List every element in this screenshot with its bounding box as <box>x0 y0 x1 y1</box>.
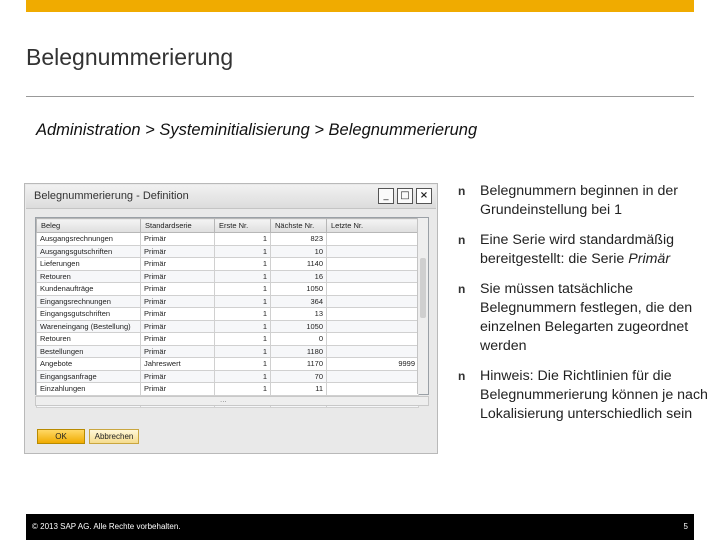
cell-next[interactable]: 823 <box>271 233 327 246</box>
cell-doc[interactable]: Retouren <box>37 270 141 283</box>
numbering-table <box>36 218 419 408</box>
cell-next[interactable]: 1140 <box>271 258 327 271</box>
bullet-3-text: Sie müssen tatsächliche Belegnummern festlegen, die den einzelnen Belegarten zugeordnet werden <box>480 281 693 354</box>
bullet-2-italic: Primär <box>628 251 671 267</box>
column-header-next[interactable]: Nächste Nr. <box>271 219 327 233</box>
cell-next[interactable]: 1170 <box>271 358 327 371</box>
cell-next[interactable]: 1050 <box>271 283 327 296</box>
cell-doc[interactable]: Retouren <box>37 333 141 346</box>
cell-doc[interactable]: Lieferungen <box>37 258 141 271</box>
column-header-first[interactable]: Erste Nr. <box>215 219 271 233</box>
copyright-text: © 2013 SAP AG. Alle Rechte vorbehalten. <box>32 522 181 531</box>
cell-series[interactable]: Primär <box>141 320 215 333</box>
cell-series[interactable]: Primär <box>141 308 215 321</box>
title-divider <box>26 96 694 97</box>
window-title: Belegnummerierung - Definition <box>34 190 189 202</box>
table-row[interactable] <box>37 295 419 308</box>
cell-series[interactable]: Primär <box>141 370 215 383</box>
table-row[interactable] <box>37 258 419 271</box>
cell-first[interactable]: 1 <box>215 245 271 258</box>
cell-series[interactable]: Primär <box>141 383 215 396</box>
cell-last[interactable] <box>327 283 419 296</box>
cell-last[interactable] <box>327 233 419 246</box>
cell-doc[interactable]: Angebote <box>37 358 141 371</box>
cell-next[interactable]: 0 <box>271 333 327 346</box>
close-icon[interactable]: × <box>416 188 432 204</box>
cancel-button[interactable]: Abbrechen <box>89 429 139 444</box>
cell-doc[interactable]: Ausgangsrechnungen <box>37 233 141 246</box>
cell-next[interactable]: 364 <box>271 295 327 308</box>
cell-first[interactable]: 1 <box>215 383 271 396</box>
bullet-1 <box>458 182 708 220</box>
cell-series[interactable]: Primär <box>141 333 215 346</box>
cell-last[interactable] <box>327 258 419 271</box>
cell-doc[interactable]: Ausgangsgutschriften <box>37 245 141 258</box>
table-row[interactable] <box>37 383 419 396</box>
cell-last[interactable] <box>327 370 419 383</box>
vertical-scrollbar[interactable] <box>417 218 428 394</box>
cell-series[interactable]: Primär <box>141 258 215 271</box>
cell-series[interactable]: Primär <box>141 283 215 296</box>
window-controls <box>378 188 432 204</box>
bullet-1-text: Belegnummern beginnen in der Grundeinstellung bei 1 <box>480 183 678 218</box>
table-row[interactable] <box>37 320 419 333</box>
cell-next[interactable]: 1050 <box>271 320 327 333</box>
bullet-marker: n <box>458 282 466 296</box>
cell-first[interactable]: 1 <box>215 358 271 371</box>
bullet-marker: n <box>458 369 466 383</box>
cell-last[interactable] <box>327 295 419 308</box>
bullet-2 <box>458 231 708 269</box>
page-number: 5 <box>683 522 688 531</box>
cell-series[interactable]: Primär <box>141 295 215 308</box>
cell-last[interactable]: 9999 <box>327 358 419 371</box>
minimize-icon[interactable]: _ <box>378 188 394 204</box>
bullet-list <box>458 182 708 435</box>
cell-last[interactable] <box>327 245 419 258</box>
cell-last[interactable] <box>327 308 419 321</box>
scroll-thumb[interactable] <box>420 258 426 318</box>
table-row[interactable] <box>37 358 419 371</box>
cell-first[interactable]: 1 <box>215 233 271 246</box>
bullet-4 <box>458 367 708 424</box>
bullet-marker: n <box>458 233 466 247</box>
cell-doc[interactable]: Einzahlungen <box>37 383 141 396</box>
cell-first[interactable]: 1 <box>215 333 271 346</box>
cell-doc[interactable]: Wareneingang (Bestellung) <box>37 320 141 333</box>
cell-last[interactable] <box>327 320 419 333</box>
cell-next[interactable]: 13 <box>271 308 327 321</box>
cell-series[interactable]: Jahreswert <box>141 358 215 371</box>
cell-first[interactable]: 1 <box>215 320 271 333</box>
bullet-3 <box>458 280 708 356</box>
column-header-doc[interactable]: Beleg <box>37 219 141 233</box>
bullet-marker: n <box>458 184 466 198</box>
table-row[interactable] <box>37 345 419 358</box>
cell-doc[interactable]: Eingangsrechnungen <box>37 295 141 308</box>
table-body <box>37 233 419 408</box>
table-row[interactable] <box>37 245 419 258</box>
cell-first[interactable]: 1 <box>215 283 271 296</box>
cell-first[interactable]: 1 <box>215 295 271 308</box>
column-header-last[interactable]: Letzte Nr. <box>327 219 419 233</box>
cell-doc[interactable]: Kundenaufträge <box>37 283 141 296</box>
cell-last[interactable] <box>327 270 419 283</box>
table-row[interactable] <box>37 283 419 296</box>
cell-next[interactable]: 10 <box>271 245 327 258</box>
cell-series[interactable]: Primär <box>141 245 215 258</box>
maximize-icon[interactable]: □ <box>397 188 413 204</box>
breadcrumb: Administration > Systeminitialisierung > Belegnummerierung <box>36 121 478 139</box>
bullet-4-text: Hinweis: Die Richtlinien für die Belegnummerierung können je nach Lokalisierung unterschiedlich sein <box>480 368 708 422</box>
table-row[interactable] <box>37 233 419 246</box>
cell-first[interactable]: 1 <box>215 270 271 283</box>
table-row[interactable] <box>37 308 419 321</box>
table-header-row <box>37 219 419 233</box>
cell-series[interactable]: Primär <box>141 345 215 358</box>
cell-first[interactable]: 1 <box>215 370 271 383</box>
cell-series[interactable]: Primär <box>141 233 215 246</box>
footer-bar <box>26 514 694 540</box>
cell-first[interactable]: 1 <box>215 308 271 321</box>
numbering-window <box>24 183 438 454</box>
table-row[interactable] <box>37 370 419 383</box>
scroll-grip: ... <box>220 395 227 404</box>
cell-first[interactable]: 1 <box>215 258 271 271</box>
cell-doc[interactable]: Eingangsgutschriften <box>37 308 141 321</box>
top-accent-bar <box>26 0 694 12</box>
cell-series[interactable]: Primär <box>141 270 215 283</box>
bullet-2-text: Eine Serie wird standardmäßig bereitgestellt: die Serie <box>480 232 674 267</box>
cell-last[interactable] <box>327 345 419 358</box>
table-row[interactable] <box>37 333 419 346</box>
cell-doc[interactable]: Bestellungen <box>37 345 141 358</box>
cell-next[interactable]: 16 <box>271 270 327 283</box>
cell-next[interactable]: 11 <box>271 383 327 396</box>
slide-title: Belegnummerierung <box>26 44 234 70</box>
cell-next[interactable]: 70 <box>271 370 327 383</box>
horizontal-scrollbar[interactable] <box>35 396 429 406</box>
window-titlebar[interactable] <box>26 185 436 209</box>
column-header-series[interactable]: Standardserie <box>141 219 215 233</box>
cell-first[interactable]: 1 <box>215 345 271 358</box>
document-numbering-grid <box>35 217 429 395</box>
table-row[interactable] <box>37 270 419 283</box>
ok-button[interactable]: OK <box>37 429 85 444</box>
cell-doc[interactable]: Eingangsanfrage <box>37 370 141 383</box>
cell-last[interactable] <box>327 383 419 396</box>
cell-next[interactable]: 1180 <box>271 345 327 358</box>
cell-last[interactable] <box>327 333 419 346</box>
